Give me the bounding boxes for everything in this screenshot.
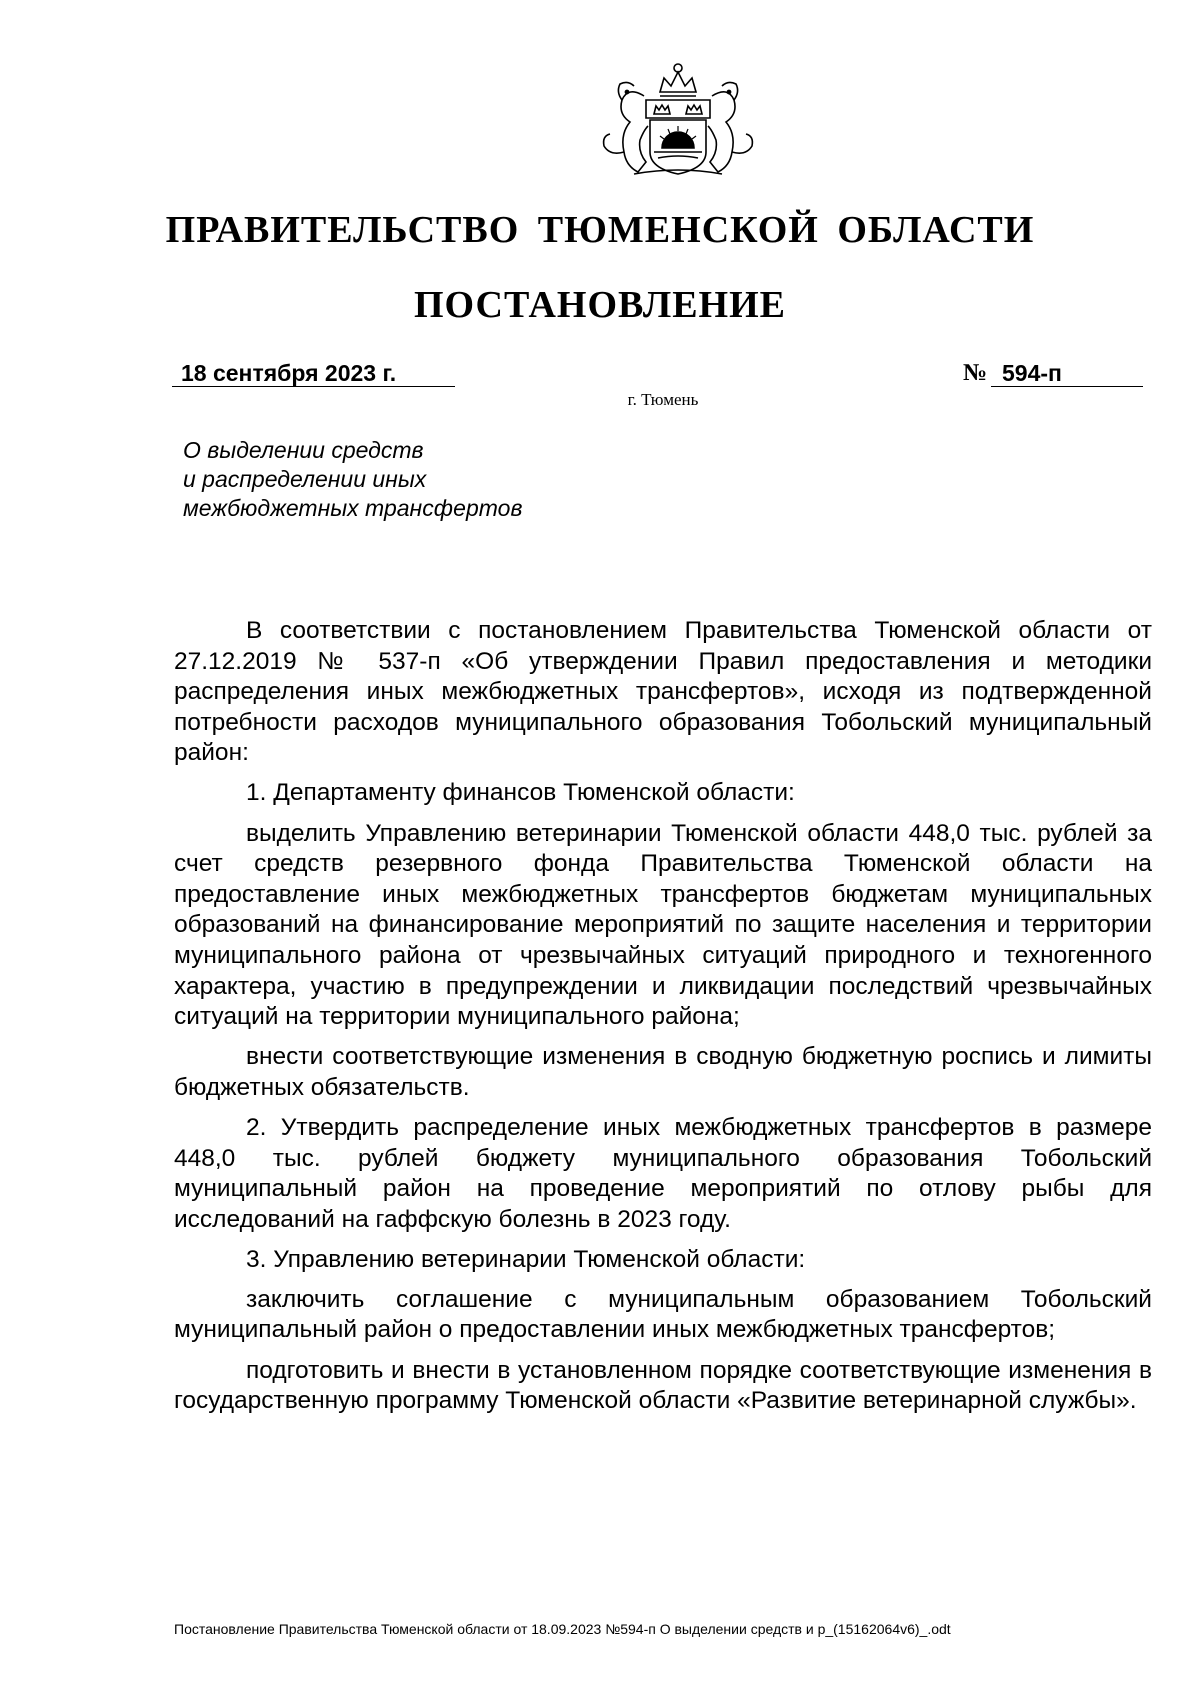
- body-paragraph: заключить соглашение с муниципальным образованием Тобольский муниципальный район о предоставлении иных межбюджетных трансфертов;: [174, 1285, 1152, 1344]
- body-paragraph: 1. Департаменту финансов Тюменской области:: [246, 779, 795, 807]
- document-number: 594-п: [991, 360, 1143, 387]
- document-subject: [183, 436, 603, 523]
- government-title: ПРАВИТЕЛЬСТВО ТЮМЕНСКОЙ ОБЛАСТИ: [165, 209, 1035, 251]
- body-paragraph: выделить Управлению ветеринарии Тюменской области 448,0 тыс. рублей за счет средств резервного фонда Правительства Тюменской области на предоставление иных межбюджетных трансфертов бюджетам муниципальных образований на финансирование мероприятий по защите населения и территории муниципального района от чрезвычайных ситуаций природного и техногенного характера, участию в предупреждении и ликвидации последствий чрезвычайных ситуаций на территории муниципального района;: [174, 819, 1152, 1031]
- body-paragraph: 2. Утвердить распределение иных межбюджетных трансфертов в размере 448,0 тыс. рублей бюджету муниципального образования Тобольский муниципальный район на проведение мероприятий по отлову рыбы для исследований на гаффскую болезнь в 2023 году.: [174, 1113, 1152, 1233]
- subject-line: межбюджетных трансфертов: [183, 495, 523, 521]
- footer-file-caption: Постановление Правительства Тюменской области от 18.09.2023 №594-п О выделении средств и р_(15162064v6)_.odt: [174, 1621, 951, 1637]
- document-body: [174, 616, 1152, 1426]
- document-kind-title: ПОСТАНОВЛЕНИЕ: [413, 284, 787, 326]
- coat-of-arms-icon: [594, 56, 762, 178]
- body-paragraph: внести соответствующие изменения в сводную бюджетную роспись и лимиты бюджетных обязательств.: [174, 1043, 1152, 1101]
- subject-line: и распределении иных: [183, 466, 427, 492]
- subject-line: О выделении средств: [183, 437, 424, 463]
- body-paragraph: В соответствии с постановлением Правительства Тюменской области от 27.12.2019 № 537-п «Об утверждении Правил предоставления и методики распределения иных межбюджетных трансфертов», исходя из подтвержденной потребности расходов муниципального образования Тобольский муниципальный район:: [174, 617, 1152, 767]
- number-sign: №: [963, 360, 988, 386]
- document-city: г. Тюмень: [627, 390, 699, 409]
- body-paragraph: подготовить и внести в установленном порядке соответствующие изменения в государственную программу Тюменской области «Развитие ветеринарной службы».: [174, 1356, 1152, 1415]
- body-paragraph: 3. Управлению ветеринарии Тюменской области:: [246, 1245, 806, 1273]
- document-date: 18 сентября 2023 г.: [172, 360, 455, 387]
